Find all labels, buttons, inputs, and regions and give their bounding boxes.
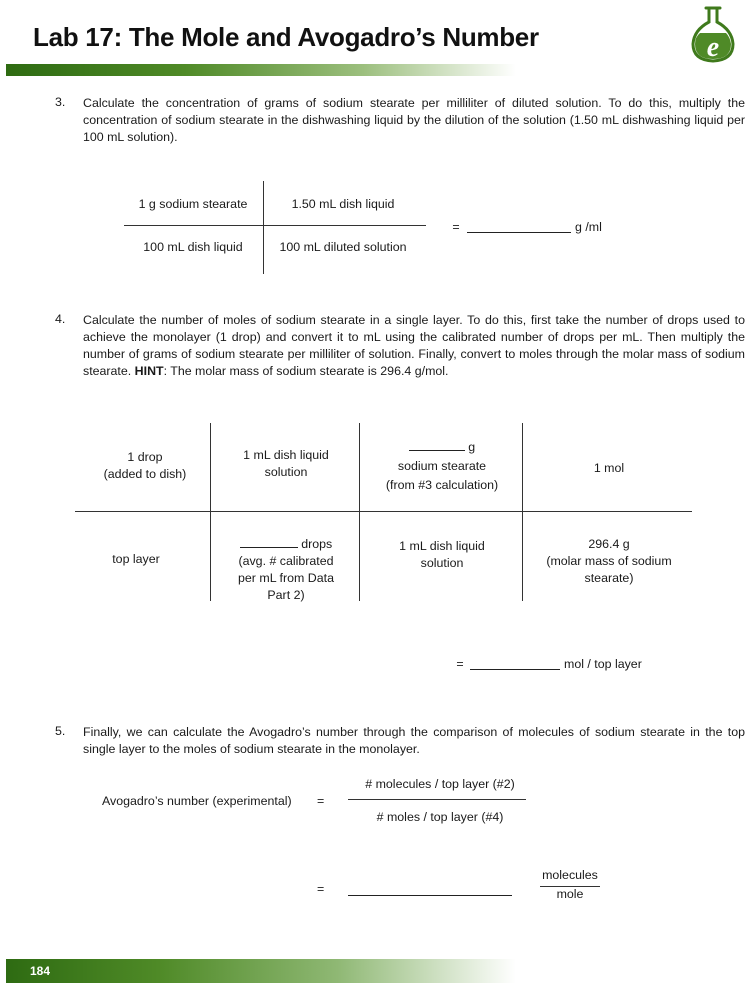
q4-number: 4. xyxy=(55,312,66,326)
q5-equals-2: = xyxy=(317,882,325,896)
q3-top-right: 1.50 mL dish liquid xyxy=(291,197,395,211)
q4-c3-top-blank[interactable] xyxy=(409,438,465,451)
q4-cell-1-top xyxy=(80,449,210,483)
flask-logo-icon xyxy=(684,4,742,64)
q5-answer-blank[interactable] xyxy=(348,883,512,896)
q4-hint-label: HINT xyxy=(134,364,164,378)
q4-cell-3-bottom xyxy=(362,538,522,572)
q4-c2-bottom-line1: (avg. # calibrated xyxy=(238,554,334,568)
q4-divider-1 xyxy=(210,423,211,601)
q4-equals: = xyxy=(456,657,464,671)
q3-text: Calculate the concentration of grams of sodium stearate per milliliter of diluted solution. To do this, multiply the concentration of sodium stearate in the dishwashing liquid by the dilution of the solution (1.50 mL dishwashing liquid per 100 mL solution). xyxy=(83,96,745,144)
q4-c4-bottom-line3: stearate) xyxy=(584,571,634,585)
q3-bottom-left: 100 mL dish liquid xyxy=(143,240,243,254)
header-bar xyxy=(6,64,516,76)
q4-fraction-line xyxy=(75,511,692,512)
q5-label: Avogadro’s number (experimental) xyxy=(102,794,292,808)
q4-c2-bottom-blank[interactable] xyxy=(240,535,298,548)
q3-unit: g /ml xyxy=(575,220,602,234)
q4-c2-bottom-line2: per mL from Data xyxy=(238,571,334,585)
q5-equals: = xyxy=(317,794,325,808)
q5-numerator: # molecules / top layer (#2) xyxy=(365,777,515,791)
q5-fraction-line xyxy=(348,799,526,800)
q4-c4-bottom-line2: (molar mass of sodium xyxy=(546,554,672,568)
q5-denominator: # moles / top layer (#4) xyxy=(376,810,504,824)
q4-answer-blank[interactable] xyxy=(470,657,560,670)
q4-unit: mol / top layer xyxy=(564,657,642,671)
q3-answer-blank[interactable] xyxy=(467,220,571,233)
q4-divider-3 xyxy=(522,423,523,601)
logo-letter: e xyxy=(706,32,720,63)
q3-equals: = xyxy=(452,220,460,234)
q4-c2-bottom-unit: drops xyxy=(301,537,333,551)
q4-c3-top-line1: sodium stearate xyxy=(397,459,487,473)
q4-c2-top-line2: solution xyxy=(264,465,308,479)
q4-hint-text: : The molar mass of sodium stearate is 296.4 g/mol. xyxy=(163,364,449,378)
q3-top-left: 1 g sodium stearate xyxy=(138,197,248,211)
q4-c1-bottom: top layer xyxy=(112,552,160,566)
q4-c3-bottom-line1: 1 mL dish liquid xyxy=(399,539,485,553)
q4-c4-bottom-line1: 296.4 g xyxy=(588,537,630,551)
q3-bottom-right: 100 mL diluted solution xyxy=(279,240,407,254)
q4-cell-3-top xyxy=(362,438,522,494)
q5-unit-denominator: mole xyxy=(556,887,584,901)
q3-column-divider xyxy=(263,181,264,274)
q4-divider-2 xyxy=(359,423,360,601)
q5-text: Finally, we can calculate the Avogadro’s number through the comparison of molecules of sodium stearate in the top single layer to the moles of sodium stearate in the monolayer. xyxy=(83,725,745,756)
q4-c3-bottom-line2: solution xyxy=(420,556,464,570)
q4-c4-top: 1 mol xyxy=(593,461,625,475)
q4-c3-top-unit: g xyxy=(468,440,476,454)
q5-number: 5. xyxy=(55,724,66,738)
q4-c1-top-line2: (added to dish) xyxy=(103,467,187,481)
page-title: Lab 17: The Mole and Avogadro’s Number xyxy=(33,22,539,52)
q3-number: 3. xyxy=(55,95,66,109)
q3-fraction-line xyxy=(124,225,426,226)
q4-c3-top-line2: (from #3 calculation) xyxy=(385,478,499,492)
q4-c1-top-line1: 1 drop xyxy=(127,450,163,464)
q4-text xyxy=(83,312,745,380)
q5-unit-numerator: molecules xyxy=(542,868,598,882)
q4-cell-2-bottom xyxy=(214,535,358,604)
page-number: 184 xyxy=(30,964,51,978)
q4-c2-bottom-line3: Part 2) xyxy=(267,588,305,602)
q4-c2-top-line1: 1 mL dish liquid xyxy=(243,448,329,462)
q4-cell-4-bottom xyxy=(528,536,690,587)
q4-cell-2-top xyxy=(214,447,358,481)
footer-bar xyxy=(6,959,516,983)
q4-text-main: Calculate the number of moles of sodium stearate in a single layer. To do this, first take the number of drops used to achieve the monolayer (1 drop) and convert it to mL using the calibrated number of drops per mL. Then multiply the number of grams of sodium stearate per milliliter of solution. Finally, convert to moles through the molar mass of sodium stearate. xyxy=(83,313,745,378)
